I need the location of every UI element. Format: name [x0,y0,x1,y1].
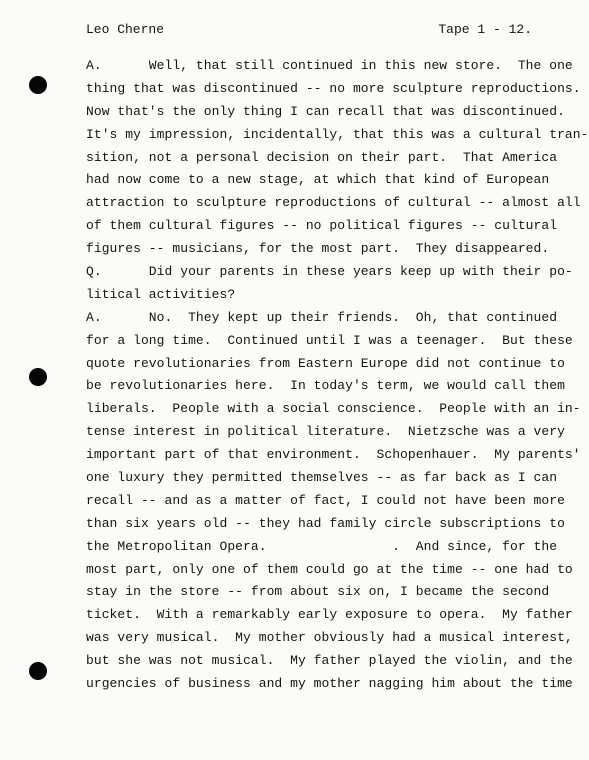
transcript-line: for a long time. Continued until I was a teenager. But these [86,332,573,348]
transcript-line: sition, not a personal decision on their part. That America [86,149,558,165]
transcript-line: was very musical. My mother obviously had a musical interest, [86,630,573,646]
transcript-line: figures -- musicians, for the most part. They disappeared. [86,241,550,257]
transcript-line: than six years old -- they had family circle subscriptions to [86,515,565,531]
transcript-line: It's my impression, incidentally, that this was a cultural tran- [86,126,589,142]
transcript-line: attraction to sculpture reproductions of cultural -- almost all [86,195,581,211]
transcript-line: liberals. People with a social conscience. People with an in- [86,401,581,417]
transcript-line: urgencies of business and my mother nagging him about the time [86,676,573,692]
header-tape-page: Tape 1 - 12. [438,22,532,37]
transcript-line: recall -- and as a matter of fact, I could not have been more [86,492,565,508]
transcript-line: ticket. With a remarkably early exposure to opera. My father [86,607,573,623]
transcript-line: Now that's the only thing I can recall that was discontinued. [86,103,565,119]
transcript-line: quote revolutionaries from Eastern Europe did not continue to [86,355,565,371]
transcript-line: stay in the store -- from about six on, I became the second [86,584,550,600]
transcript-line: important part of that environment. Schopenhauer. My parents' [86,447,581,463]
transcript-line: A. Well, that still continued in this new store. The one [86,58,573,73]
transcript-line: most part, only one of them could go at the time -- one had to [86,561,573,577]
transcript-line: had now come to a new stage, at which that kind of European [86,172,550,188]
transcript-body [86,55,589,696]
header-author: Leo Cherne [86,22,165,37]
binder-hole-middle [29,368,47,386]
transcript-line: the Metropolitan Opera. . And since, for the [86,538,558,554]
transcript-line: but she was not musical. My father played the violin, and the [86,653,573,669]
transcript-line: one luxury they permitted themselves -- as far back as I can [86,470,558,486]
transcript-line: Q. Did your parents in these years keep up with their po- [86,264,573,280]
transcript-line: tense interest in political literature. Nietzsche was a very [86,424,565,440]
binder-hole-bottom [29,662,47,680]
transcript-line: litical activities? [86,286,236,302]
binder-hole-top [29,76,47,94]
transcript-line: A. No. They kept up their friends. Oh, that continued [86,309,558,325]
page-header [86,20,532,40]
transcript-line: be revolutionaries here. In today's term, we would call them [86,378,565,394]
transcript-line: thing that was discontinued -- no more sculpture reproductions. [86,80,581,96]
transcript-line: of them cultural figures -- no political figures -- cultural [86,218,558,234]
